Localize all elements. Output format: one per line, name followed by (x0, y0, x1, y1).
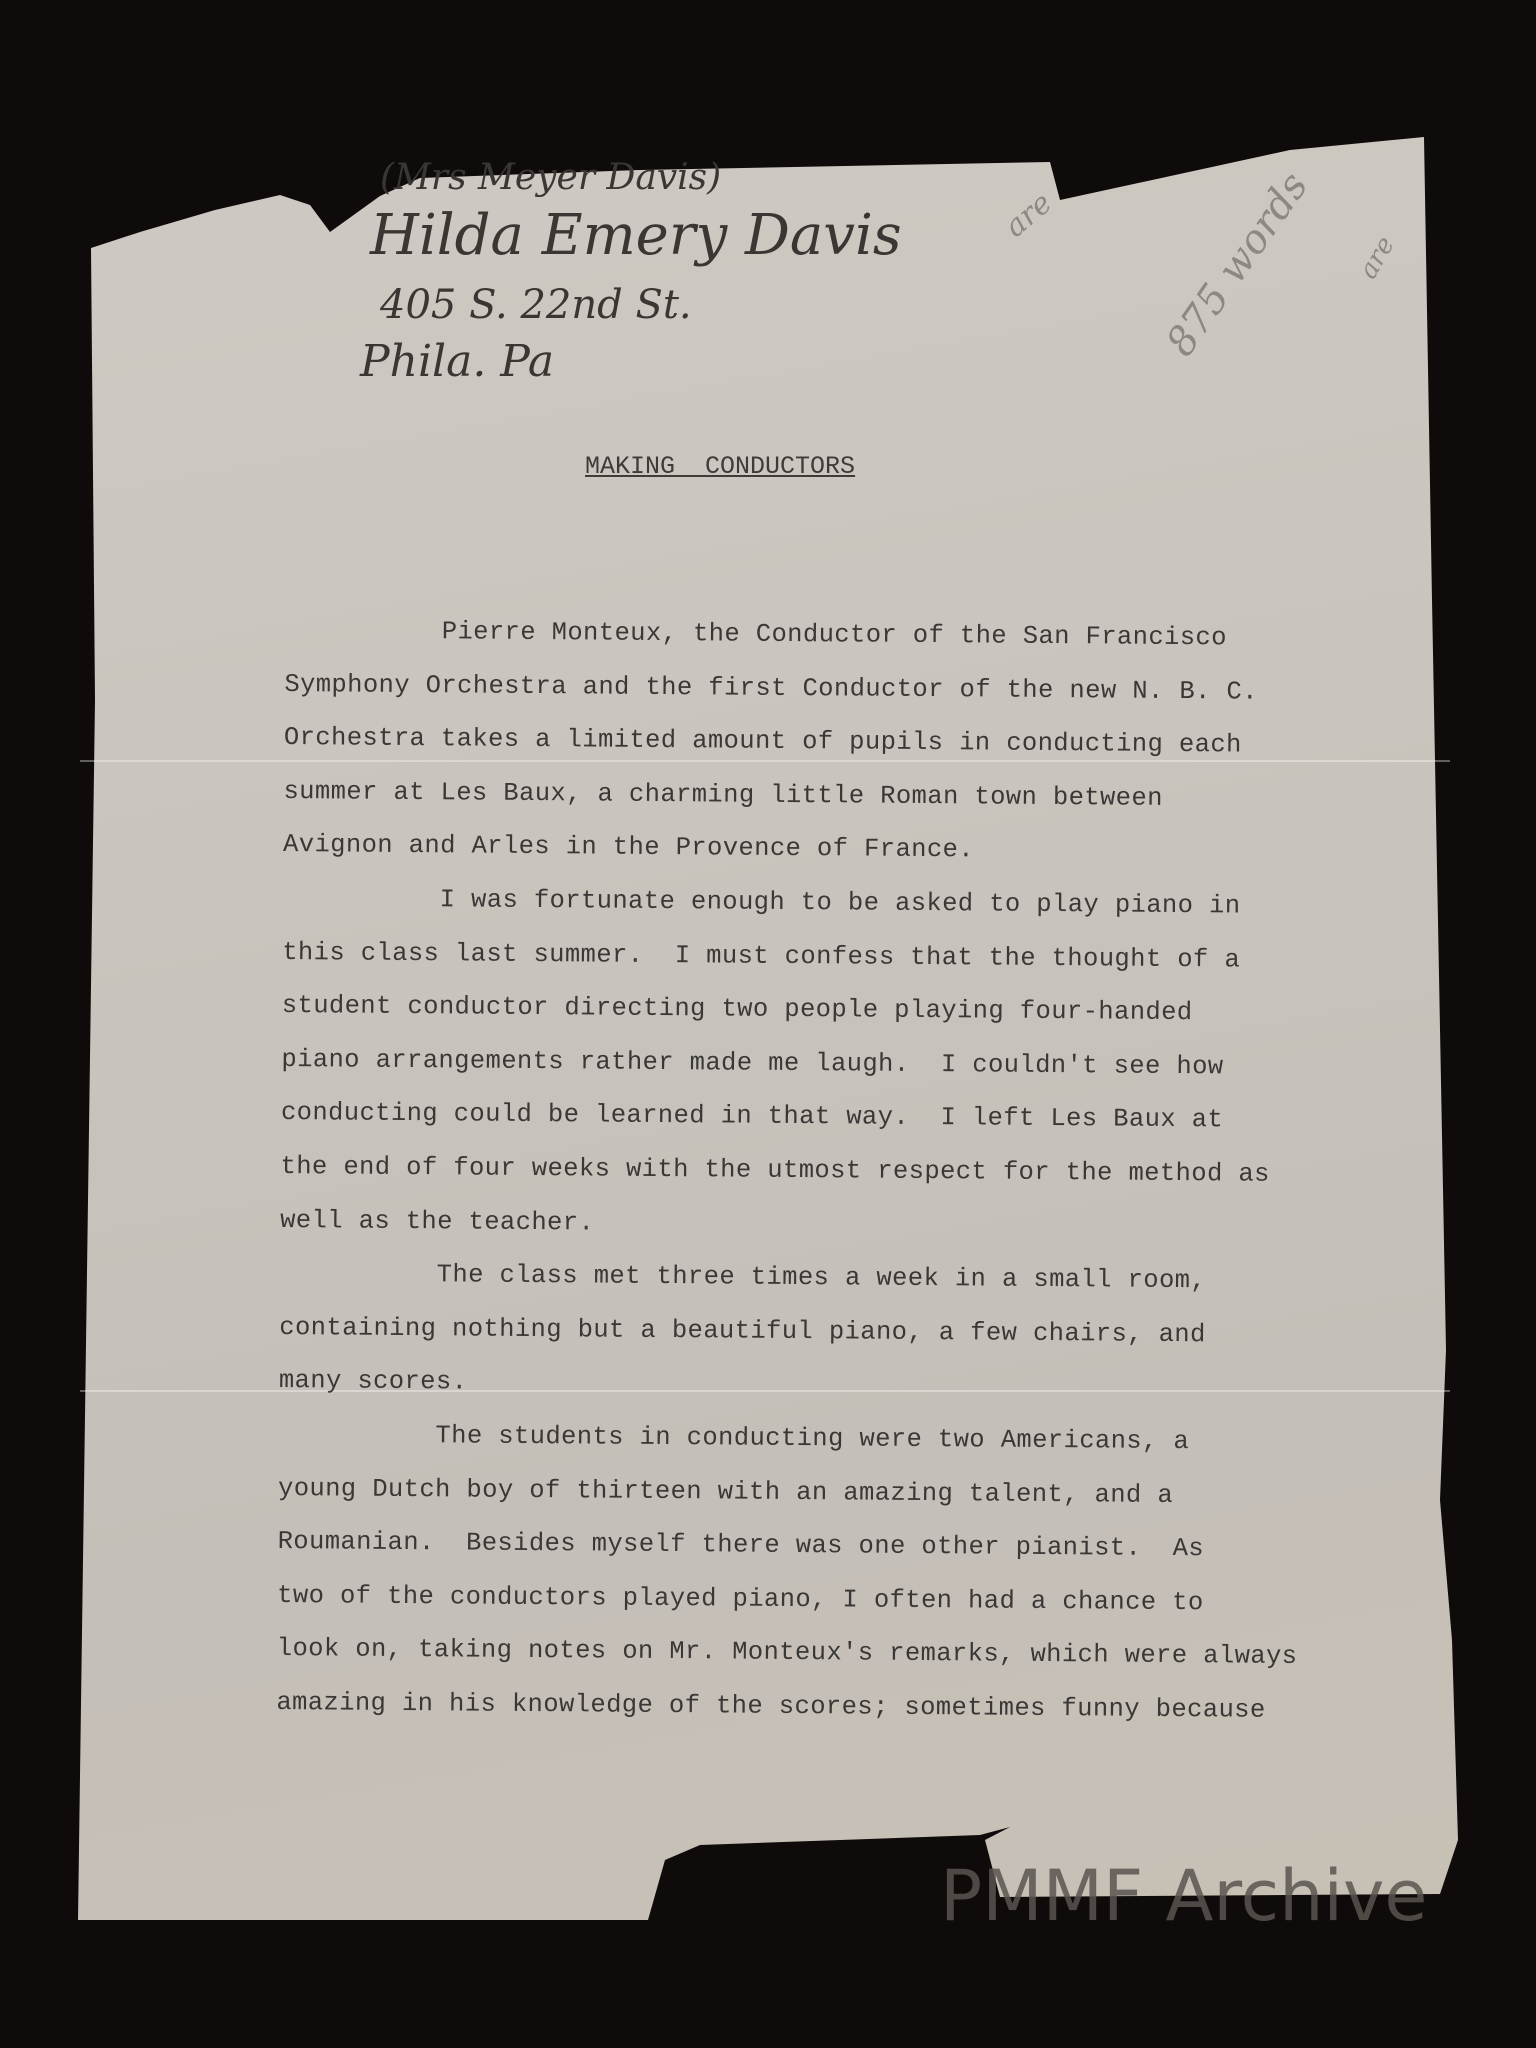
pencil-corner-note: are (1353, 231, 1401, 284)
text-line: summer at Les Baux, a charming little Roman town between (283, 776, 1163, 813)
text-line: The class met three times a week in a small room, (436, 1260, 1207, 1296)
text-line: piano arrangements rather made me laugh. I couldn't see how (281, 1044, 1224, 1082)
pencil-word-count: 875 words (1157, 164, 1318, 365)
document-body (276, 604, 1305, 1737)
archive-watermark: PMMF Archive (940, 1855, 1428, 1937)
text-line: well as the teacher. (280, 1205, 595, 1237)
text-line: amazing in his knowledge of the scores; sometimes funny because (276, 1687, 1266, 1725)
text-line: two of the conductors played piano, I often had a chance to (277, 1580, 1204, 1617)
text-line: many scores. (278, 1366, 468, 1397)
text-line: this class last summer. I must confess that the thought of a (282, 937, 1241, 975)
text-line: Avignon and Arles in the Provence of France. (282, 830, 975, 865)
text-line: young Dutch boy of thirteen with an amazing talent, and a (277, 1473, 1174, 1510)
text-line: The students in conducting were two Americans, a (435, 1421, 1190, 1457)
text-line: Pierre Monteux, the Conductor of the San Francisco (441, 617, 1228, 653)
handwritten-author-name: Hilda Emery Davis (370, 203, 902, 268)
text-line: the end of four weeks with the utmost respect for the method as (280, 1151, 1270, 1189)
text-line: containing nothing but a beautiful piano, a few chairs, and (279, 1312, 1206, 1349)
pencil-note: are (998, 185, 1059, 245)
text-line: conducting could be learned in that way. I left Les Baux at (280, 1098, 1224, 1135)
text-line: student conductor directing two people playing four-handed (281, 991, 1193, 1028)
text-line: Roumanian. Besides myself there was one other pianist. As (277, 1527, 1205, 1564)
handwritten-address: 405 S. 22nd St. (380, 282, 692, 328)
text-line: Symphony Orchestra and the first Conductor of the new N. B. C. (284, 669, 1259, 707)
text-line: Orchestra takes a limited amount of pupils in conducting each (283, 723, 1242, 760)
text-line: I was fortunate enough to be asked to play piano in (439, 885, 1241, 921)
handwritten-married-name: (Mrs Meyer Davis) (380, 157, 722, 198)
text-line: look on, taking notes on Mr. Monteux's remarks, which were always (276, 1634, 1298, 1672)
handwritten-city: Phila. Pa (360, 336, 555, 387)
document-title: MAKING CONDUCTORS (585, 452, 856, 481)
